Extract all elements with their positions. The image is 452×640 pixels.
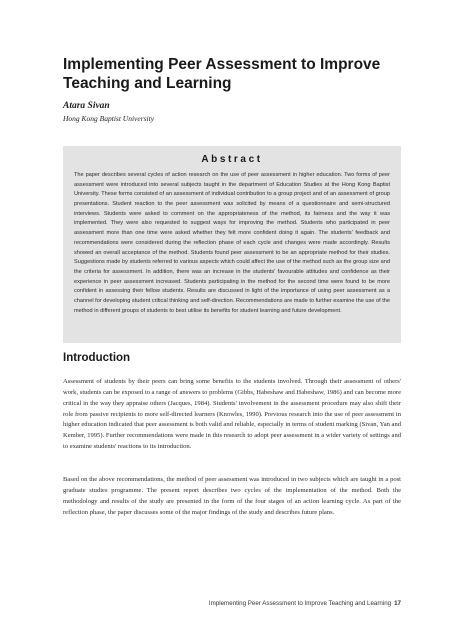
body-paragraph: Assessment of students by their peers can bring some benefits to the students involved. Through their assessment of others' work, students can be exposed to a range of answers to problems (Gibbs, Habeshaw and Habeshaw, 1986) and can become more critical in the way they appraise others (Jacques, 1984). Students' involvement in the assessment procedure may also shift their role from passive recipients to more self-directed learners (Knowles, 1990). Previous research into the use of peer assessment in higher education indicated that peer assessment is both valid and reliable, especially in terms of student marking (Sivan, Yan and Kember, 1995). Further recommendations were made in this research to adopt peer assessment in a wider variety of settings and to examine students' reactions to its introduction. [63, 378, 401, 451]
author-affiliation: Hong Kong Baptist University [63, 114, 155, 123]
abstract-text: The paper describes several cycles of action research on the use of peer assessment in higher education. Two forms of peer assessment were introduced into several subjects taught in the department of Education Studies at the Hong Kong Baptist University. These forms consisted of an assessment of individual contribution to a group project and of an assessment of group presentations. Student reaction to the peer assessment was solicited by means of a questionnaire and semi-structured interviews. Students were asked to comment on the appropriateness of the method, its fairness and the way it was implemented. They were also requested to suggest ways for improving the method. Students who participated in peer assessment more than one time were asked whether they felt more confident doing it again. The students' feedback and recommendations were considered during the reflection phase of each cycle and changes were made accordingly. Results showed an overall acceptance of the method. Students found peer assessment to be an appropriate method for their studies. Suggestions made by students referred to various aspects which could affect the use of the method such as the group size and the criteria for assessment. In addition, there was an increase in the students' favourable attitudes and confidence as their experience in peer assessment increased. Students participating in the method for the second time were found to be more confident in assessing their fellow students. Results are discussed in light of the importance of using peer assessment as a channel for developing student critical thinking and self-direction. Recommendations are made to further examine the use of the method in different groups of students to best utilise its benefits for student learning and future development. [74, 172, 390, 314]
abstract-heading: Abstract [201, 154, 263, 165]
abstract-box [63, 146, 401, 343]
footer-running-title: Implementing Peer Assessment to Improve Teaching and Learning [208, 600, 392, 607]
paper-title: Implementing Peer Assessment to Improve Teaching and Learning [63, 56, 381, 92]
body-paragraph: Based on the above recommendations, the method of peer assessment was introduced in two subjects which are taught in a post graduate studies programme. The present report describes two cycles of the implementation of the method. Both the methodology and results of the study are presented in the form of the four stages of an action learning cycle. As part of the reflection phase, the paper discusses some of the major findings of the study and describes future plans. [63, 476, 401, 516]
section-heading-introduction: Introduction [63, 352, 131, 364]
page-footer [209, 600, 401, 607]
author-name: Atara Sivan [63, 101, 110, 111]
page-number: 17 [394, 600, 401, 607]
